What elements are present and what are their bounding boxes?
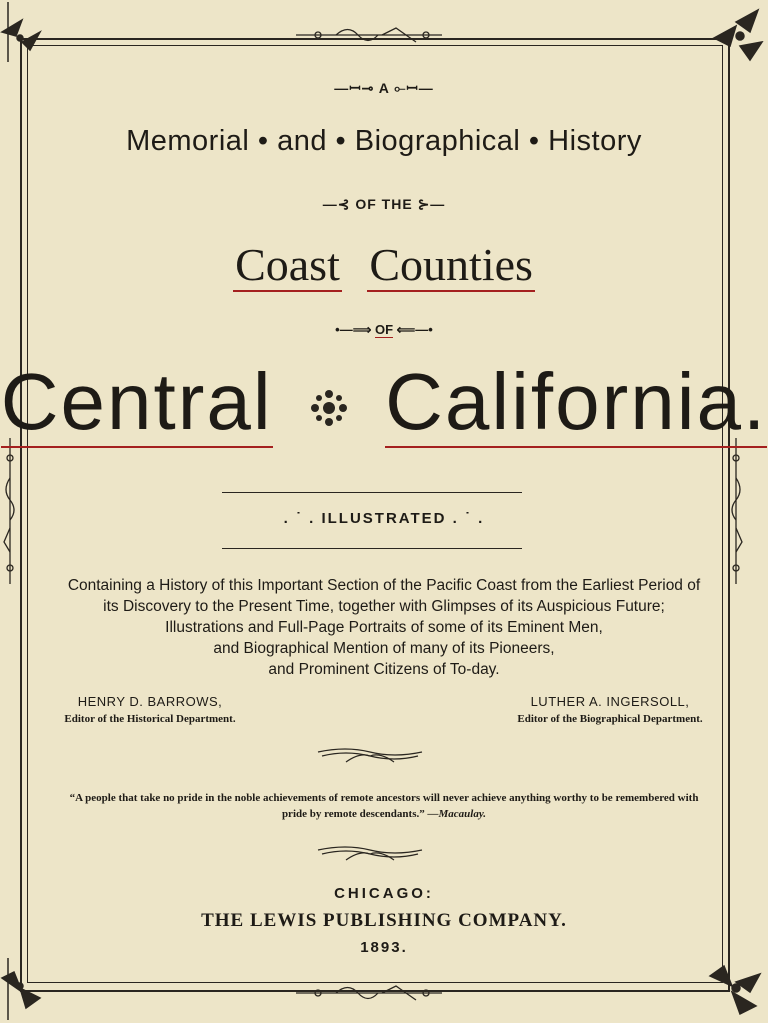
flourish-right-icon: ⟸—•	[396, 322, 433, 337]
title-coast-counties	[0, 238, 768, 291]
publisher-label: THE LEWIS PUBLISHING COMPANY.	[201, 910, 567, 931]
year-label: 1893.	[360, 939, 408, 956]
quote-author: —Macaulay.	[427, 808, 487, 820]
counties-word: Counties	[369, 239, 533, 290]
editor-right	[500, 694, 720, 725]
illustrated-label: . ˙ . ILLUSTRATED . ˙ .	[283, 510, 485, 527]
rule-below-illustrated	[222, 548, 522, 549]
of-the-text: OF THE	[355, 196, 413, 212]
description-line: its Discovery to the Present Time, together with Glimpses of its Auspicious Future;	[103, 598, 665, 615]
rosette-ornament-icon	[309, 388, 349, 428]
description-line: and Biographical Mention of many of its Pioneers,	[213, 640, 555, 657]
quote-text: “A people that take no pride in the noble achievements of remote ancestors will never achieve anything worthy to be remembered with pride by remote descendants.”	[69, 792, 699, 820]
description-line: and Prominent Citizens of To-day.	[268, 661, 500, 678]
of-line	[0, 322, 768, 338]
california-word: California.	[385, 357, 768, 446]
bottom-border-ornament-icon	[296, 982, 442, 1004]
central-word: Central	[0, 357, 273, 446]
editor-name: LUTHER A. INGERSOLL,	[530, 694, 690, 709]
flourish-left-icon: •—⟹	[335, 322, 372, 337]
flourish-divider-icon	[316, 742, 424, 766]
of-text: OF	[374, 322, 394, 337]
description-line: Illustrations and Full-Page Portraits of some of its Eminent Men,	[165, 619, 603, 636]
corner-ornament-bottom-right-icon	[700, 956, 768, 1020]
flourish-right-icon: ⟜ꟷ—	[394, 80, 434, 96]
flourish-left-icon: —ꟷ⊸	[334, 80, 375, 96]
rule-above-illustrated	[222, 492, 522, 493]
article-a: A	[378, 80, 390, 96]
of-the-line	[0, 196, 768, 213]
top-border-ornament-icon	[296, 24, 442, 46]
title-line-memorial: Memorial • and • Biographical • History	[126, 125, 642, 157]
city-label: CHICAGO:	[334, 885, 434, 902]
editor-role: Editor of the Biographical Department.	[517, 713, 703, 725]
flourish-left-icon: —⊰	[322, 196, 351, 212]
corner-ornament-bottom-left-icon	[0, 958, 46, 1020]
editor-left	[30, 694, 270, 725]
editor-role: Editor of the Historical Department.	[64, 713, 236, 725]
editor-name: HENRY D. BARROWS,	[77, 694, 223, 709]
title-central-california	[0, 352, 768, 452]
corner-ornament-top-left-icon	[0, 2, 46, 62]
description-block	[0, 575, 768, 680]
flourish-divider-icon	[316, 840, 424, 864]
flourish-right-icon: ⊱—	[417, 196, 446, 212]
description-line: Containing a History of this Important Section of the Pacific Coast from the Earliest Period of	[67, 577, 701, 594]
article-line	[0, 79, 768, 98]
epigraph-quote	[60, 790, 708, 822]
coast-word: Coast	[235, 239, 340, 290]
corner-ornament-top-right-icon	[706, 2, 768, 62]
